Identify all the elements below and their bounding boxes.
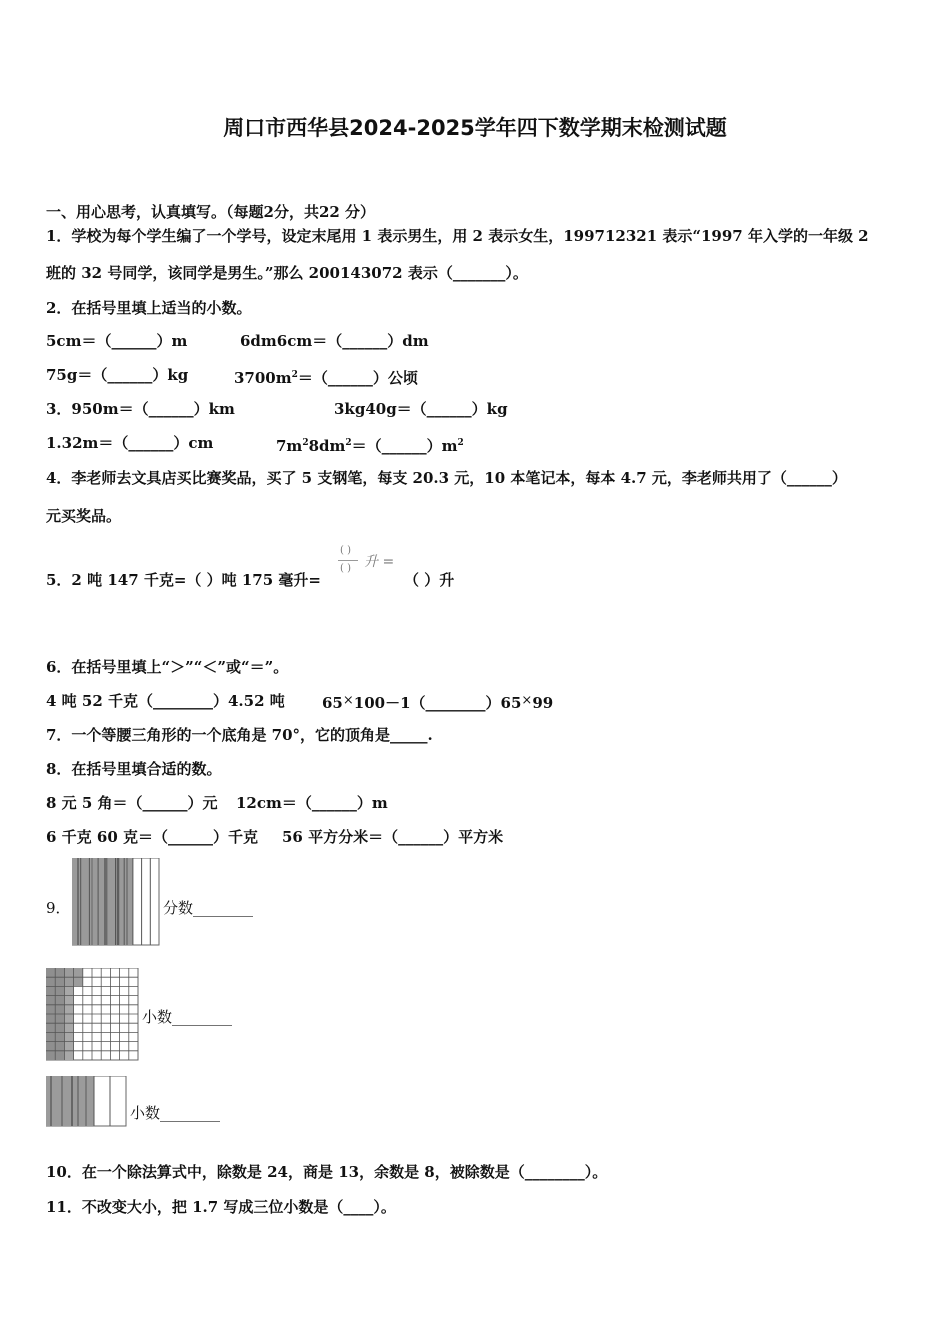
question-5-text: 5．2 吨 147 千克=（ ）吨 175 毫升= — [46, 571, 321, 589]
question-2-stem: 2．在括号里填上适当的小数。 — [46, 299, 252, 317]
question-8-item-b: 12cm＝（______）m — [236, 794, 388, 812]
question-8-item-d: 56 平方分米＝（______）平方米 — [282, 828, 504, 846]
q3d-part1: 7m — [276, 437, 303, 455]
question-4-line-1: 4．李老师去文具店买比赛奖品，买了 5 支钢笔，每支 20.3 元，10 本笔记本，每本 4.7 元，李老师共用了（______） — [46, 469, 847, 487]
q6b-part1: 65 — [322, 694, 343, 712]
page-title: 周口市西华县2024-2025学年四下数学期末检测试题 — [223, 116, 727, 140]
question-2-item-a: 5cm＝（______）m — [46, 332, 188, 350]
fraction-denominator: ( ) — [340, 563, 351, 574]
decimal-strip-figure — [46, 1076, 128, 1127]
question-2-item-c: 75g＝（______）kg — [46, 366, 189, 384]
q2d-base: 3700m — [234, 369, 292, 387]
times-sign-1: × — [342, 693, 354, 708]
question-10: 10．在一个除法算式中，除数是 24，商是 13，余数是 8，被除数是（________）。 — [46, 1163, 608, 1181]
question-9-decimal-label-2: 小数________ — [130, 1104, 221, 1122]
question-3-item-d — [276, 433, 464, 456]
question-1-line-1: 1．学校为每个学生编了一个学号，设定末尾用 1 表示男生，用 2 表示女生，199712321 表示“1997 年入学的一年级 2 — [46, 227, 869, 245]
question-9-number: 9． — [46, 899, 71, 917]
fraction-numerator: ( ) — [340, 545, 351, 556]
question-9-fraction-label: 分数________ — [163, 899, 254, 917]
question-4-line-2: 元买奖品。 — [46, 507, 122, 525]
question-6-item-b — [322, 691, 553, 713]
section-heading: 一、用心思考，认真填写。（每题2分，共22 分） — [46, 203, 376, 221]
question-6-stem: 6．在括号里填上“＞”“＜”或“＝”。 — [46, 658, 289, 676]
q6b-part2: 100－1（________）65 — [353, 694, 522, 712]
question-9-decimal-label-1: 小数________ — [142, 1008, 233, 1026]
q6b-part3: 99 — [532, 694, 554, 712]
times-sign-2: × — [521, 693, 533, 708]
question-6-item-a: 4 吨 52 千克（________）4.52 吨 — [46, 692, 285, 710]
shaded-parts — [46, 1076, 94, 1126]
q3d-exp2: 2 — [345, 438, 352, 448]
question-1-line-2: 班的 32 号同学，该同学是男生。”那么 200143072 表示（_______）。 — [46, 264, 528, 282]
question-7: 7．一个等腰三角形的一个底角是 70°，它的顶角是_____. — [46, 726, 433, 744]
q3d-part3: ＝（______）m — [351, 437, 458, 455]
q3d-exp3: 2 — [457, 438, 464, 448]
question-3-item-b: 3kg40g＝（______）kg — [334, 400, 508, 418]
question-2-item-b: 6dm6cm＝（______）dm — [240, 332, 429, 350]
q3d-exp1: 2 — [302, 438, 309, 448]
hundred-grid-figure — [46, 968, 139, 1061]
question-3-item-c: 1.32m＝（______）cm — [46, 434, 214, 452]
q3d-part2: 8dm — [308, 437, 346, 455]
question-5-tail: （ ）升 — [404, 571, 455, 589]
question-2-item-d — [234, 365, 418, 388]
question-11: 11．不改变大小，把 1.7 写成三位小数是（____）。 — [46, 1198, 396, 1216]
fraction-image — [336, 545, 398, 579]
fraction-unit: 升 = — [364, 554, 395, 570]
question-8-stem: 8．在括号里填合适的数。 — [46, 760, 222, 778]
q2d-exponent: 2 — [291, 370, 298, 380]
q2d-rest: ＝（______）公顷 — [297, 369, 418, 387]
fraction-bar — [338, 560, 358, 561]
question-8-item-c: 6 千克 60 克＝（______）千克 — [46, 828, 258, 846]
question-8-item-a: 8 元 5 角＝（______）元 — [46, 794, 218, 812]
question-3-item-a: 3．950m＝（______）km — [46, 400, 235, 418]
fraction-strip-figure — [72, 858, 160, 946]
